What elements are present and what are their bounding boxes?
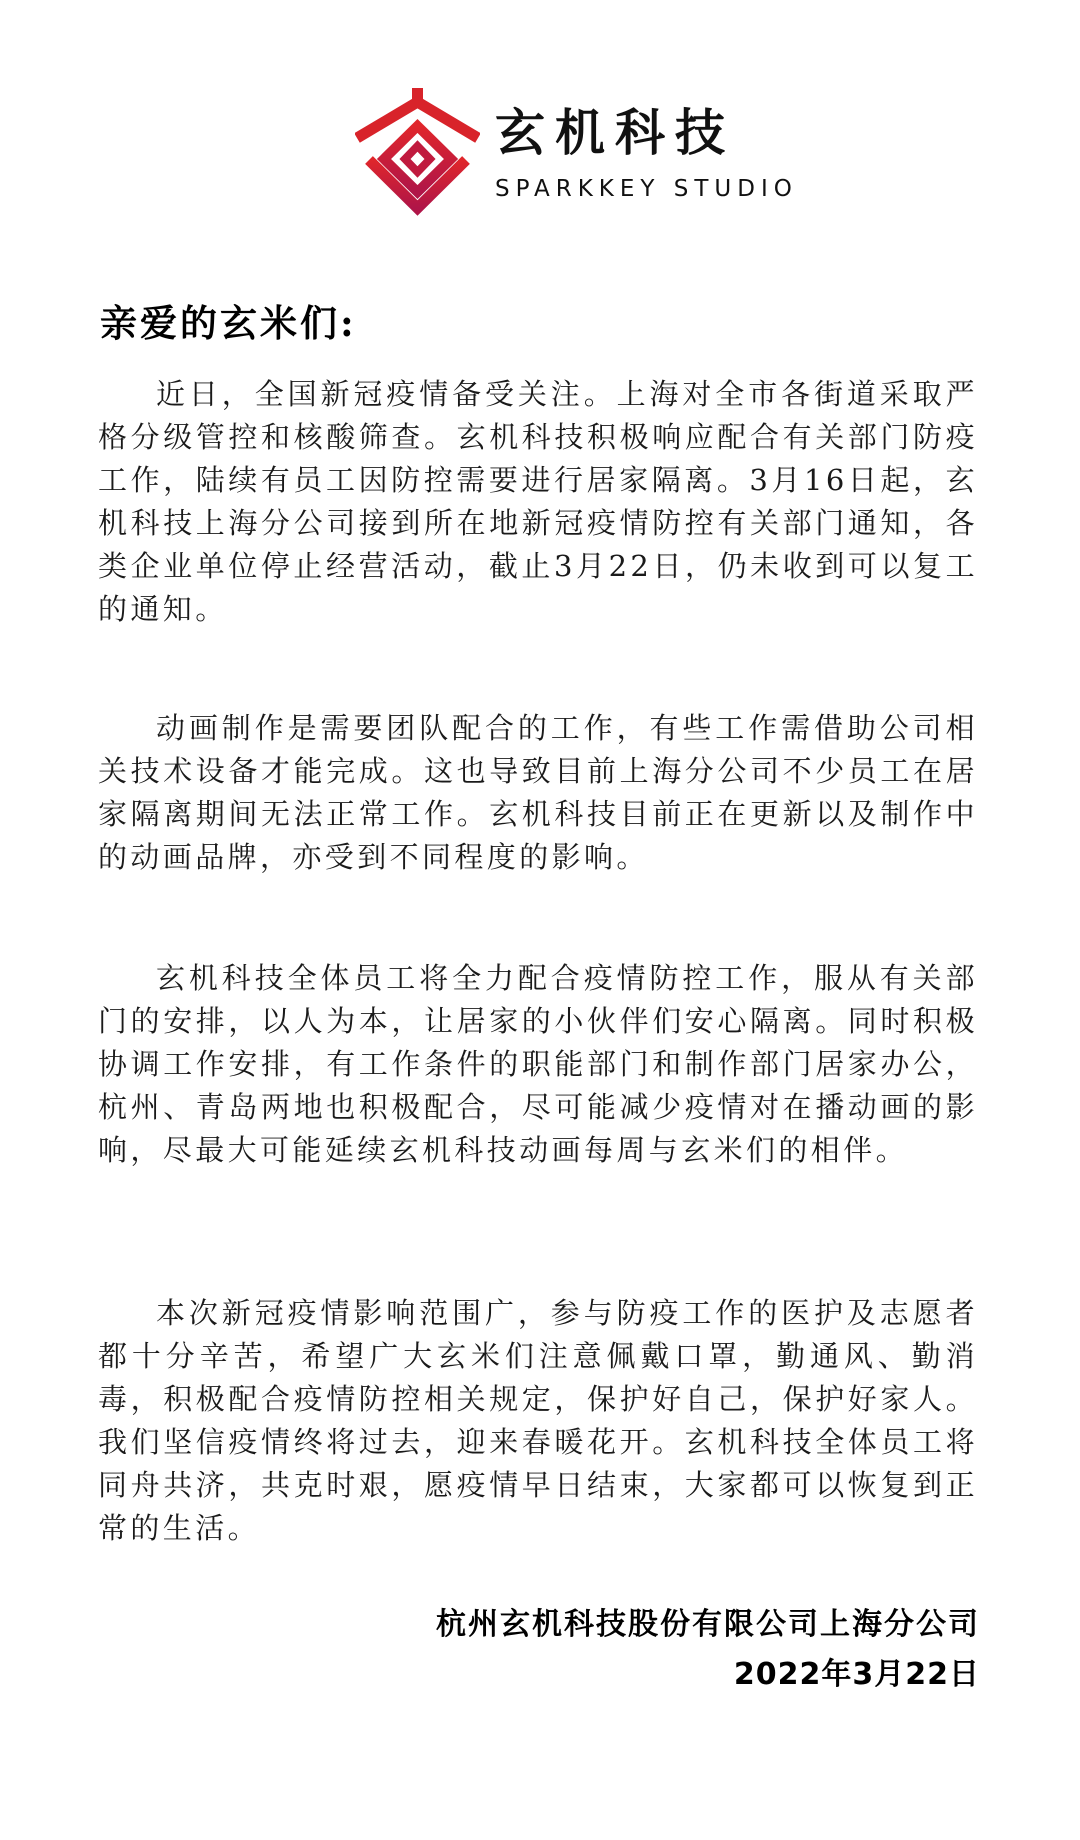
paragraph-2: 动画制作是需要团队配合的工作，有些工作需借助公司相关技术设备才能完成。这也导致目前上海分公司不少员工在居家隔离期间无法正常工作。玄机科技目前正在更新以及制作中的动画品牌，亦受到不同程度的影响。 [98,711,978,874]
company-logo [355,88,798,223]
logo-mark-icon [355,88,480,220]
logo-subtitle: SPARKKEY STUDIO [495,176,798,202]
paragraph-4: 本次新冠疫情影响范围广，参与防疫工作的医护及志愿者都十分辛苦，希望广大玄米们注意佩戴口罩，勤通风、勤消毒，积极配合疫情防控相关规定，保护好自己，保护好家人。我们坚信疫情终将过去，迎来春暖花开。玄机科技全体员工将同舟共济，共克时艰，愿疫情早日结束，大家都可以恢复到正常的生活。 [98,1296,978,1545]
paragraph-3: 玄机科技全体员工将全力配合疫情防控工作，服从有关部门的安排，以人为本，让居家的小伙伴们安心隔离。同时积极协调工作安排，有工作条件的职能部门和制作部门居家办公，杭州、青岛两地也积极配合，尽可能减少疫情对在播动画的影响，尽最大可能延续玄机科技动画每周与玄米们的相伴。 [98,961,978,1167]
signature-company: 杭州玄机科技股份有限公司上海分公司 [436,1607,980,1642]
logo-name: 玄机科技 [495,104,735,162]
salutation: 亲爱的玄米们: [100,301,357,345]
paragraph-1: 近日，全国新冠疫情备受关注。上海对全市各街道采取严格分级管控和核酸筛查。玄机科技积极响应配合有关部门防疫工作，陆续有员工因防控需要进行居家隔离。3月16日起，玄机科技上海分公司接到所在地新冠疫情防控有关部门通知，各类企业单位停止经营活动，截止3月22日，仍未收到可以复工的通知。 [98,377,978,626]
signature-date: 2022年3月22日 [733,1657,980,1692]
